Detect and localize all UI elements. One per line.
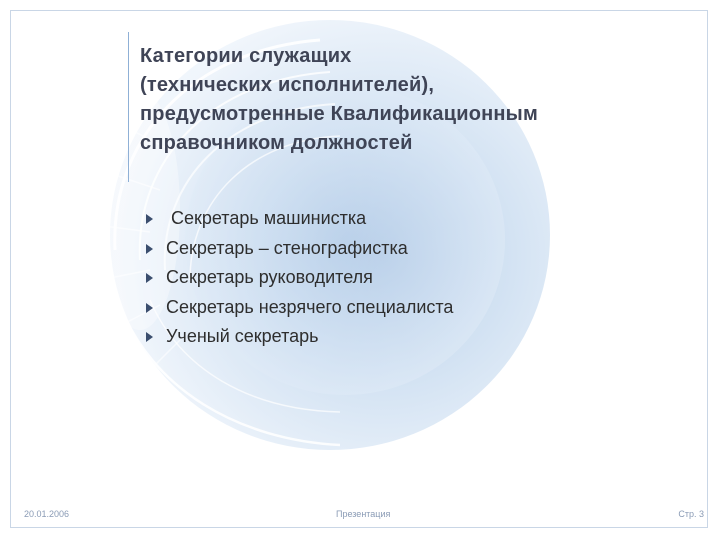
bullet-text: Секретарь руководителя: [166, 267, 373, 287]
triangle-bullet-icon: [146, 273, 153, 283]
bullet-item: [143, 322, 453, 352]
bullet-text: Секретарь незрячего специалиста: [166, 296, 454, 317]
title-divider-line: [128, 32, 129, 182]
title-line: предусмотренные Квалификационным: [140, 103, 538, 125]
bullet-text: Ученый секретарь: [166, 326, 319, 346]
footer-page-number: Стр. 3: [678, 509, 704, 519]
bullet-item: [143, 293, 453, 323]
bullet-item: [143, 263, 453, 293]
slide-title: [140, 42, 700, 158]
bullet-text: Секретарь – стенографистка: [166, 237, 408, 258]
bullet-text: Секретарь машинистка: [166, 208, 367, 228]
footer-title: Презентация: [336, 509, 391, 519]
title-line: справочником должностей: [140, 132, 413, 154]
triangle-bullet-icon: [146, 214, 153, 224]
triangle-bullet-icon: [146, 244, 153, 254]
bullet-item: [143, 204, 453, 234]
title-line: Категории служащих: [140, 45, 352, 67]
footer-date: 20.01.2006: [24, 509, 70, 519]
bullet-list: [143, 204, 453, 352]
triangle-bullet-icon: [146, 332, 153, 342]
triangle-bullet-icon: [146, 303, 153, 313]
bullet-item: [143, 234, 453, 264]
title-line: (технических исполнителей),: [140, 74, 435, 96]
